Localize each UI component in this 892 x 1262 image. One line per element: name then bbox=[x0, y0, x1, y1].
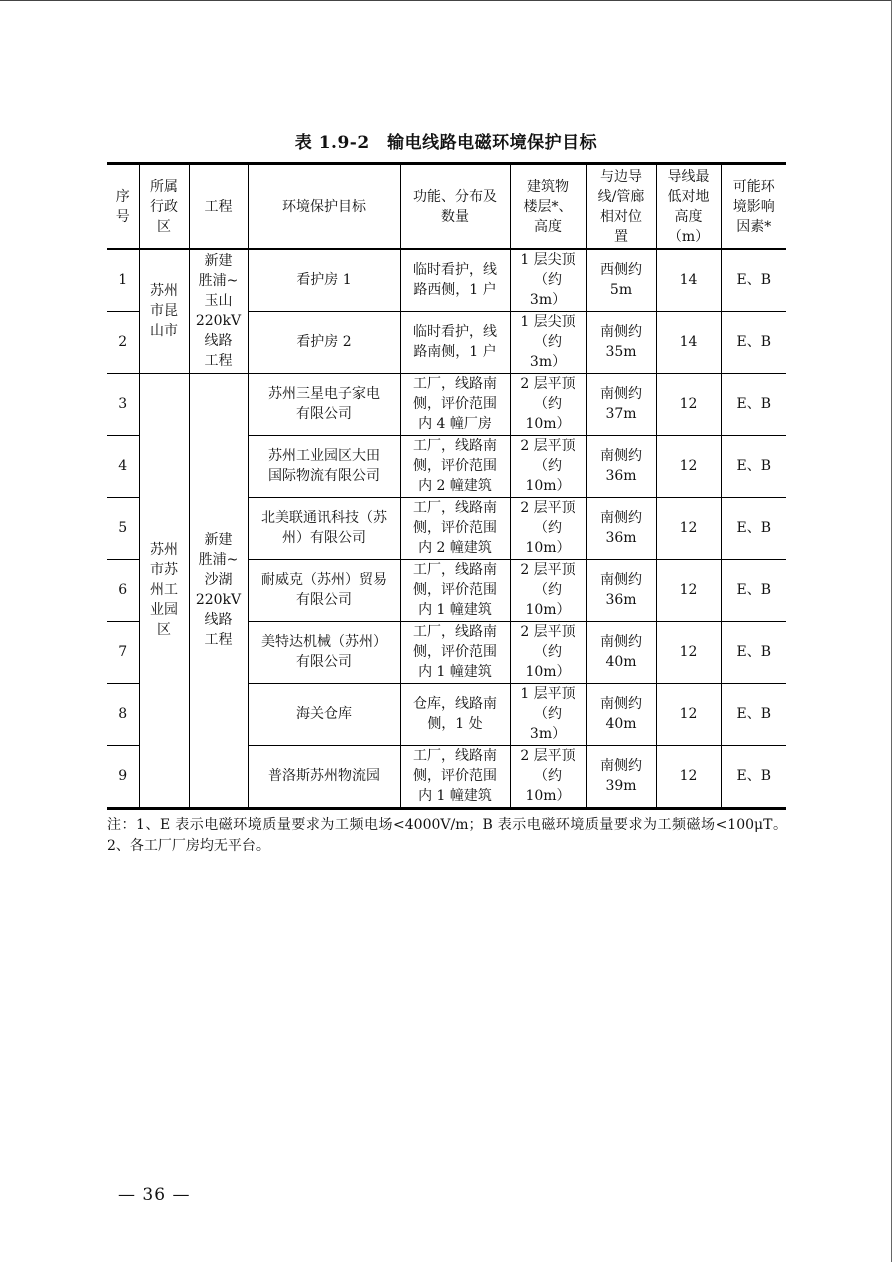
header-height: 导线最 低对地 高度 （m） bbox=[656, 164, 721, 250]
height-cell: 12 bbox=[656, 683, 721, 745]
height-cell: 12 bbox=[656, 621, 721, 683]
height-cell: 12 bbox=[656, 559, 721, 621]
header-project: 工程 bbox=[189, 164, 248, 250]
function-cell: 工厂，线路南 侧，评价范围 内 1 幢建筑 bbox=[400, 621, 510, 683]
page-top-border bbox=[0, 0, 892, 1]
building-cell: 2 层平顶 （约 10m） bbox=[510, 497, 586, 559]
height-cell: 14 bbox=[656, 311, 721, 373]
building-cell: 1 层平顶 （约 3m） bbox=[510, 683, 586, 745]
target-cell: 看护房 2 bbox=[248, 311, 400, 373]
header-factor: 可能环 境影响 因素* bbox=[721, 164, 786, 250]
target-cell: 看护房 1 bbox=[248, 249, 400, 311]
district-cell: 苏州 市昆 山市 bbox=[139, 249, 189, 373]
position-cell: 南侧约 40m bbox=[586, 683, 656, 745]
target-cell: 美特达机械（苏州） 有限公司 bbox=[248, 621, 400, 683]
factor-cell: E、B bbox=[721, 745, 786, 808]
function-cell: 工厂，线路南 侧，评价范围 内 2 幢建筑 bbox=[400, 435, 510, 497]
factor-cell: E、B bbox=[721, 435, 786, 497]
header-position: 与边导 线/管廊 相对位 置 bbox=[586, 164, 656, 250]
building-cell: 2 层平顶 （约 10m） bbox=[510, 745, 586, 808]
header-district: 所属 行政 区 bbox=[139, 164, 189, 250]
project-cell: 新建 胜浦~ 玉山 220kV 线路 工程 bbox=[189, 249, 248, 373]
table-row bbox=[107, 373, 786, 435]
building-cell: 2 层平顶 （约 10m） bbox=[510, 435, 586, 497]
target-cell: 苏州工业园区大田 国际物流有限公司 bbox=[248, 435, 400, 497]
position-cell: 南侧约 36m bbox=[586, 559, 656, 621]
row-no: 3 bbox=[107, 373, 139, 435]
row-no: 4 bbox=[107, 435, 139, 497]
project-cell: 新建 胜浦~ 沙湖 220kV 线路 工程 bbox=[189, 373, 248, 808]
district-cell: 苏州 市苏 州工 业园 区 bbox=[139, 373, 189, 808]
position-cell: 南侧约 39m bbox=[586, 745, 656, 808]
position-cell: 南侧约 35m bbox=[586, 311, 656, 373]
height-cell: 14 bbox=[656, 249, 721, 311]
table-row bbox=[107, 249, 786, 311]
target-cell: 普洛斯苏州物流园 bbox=[248, 745, 400, 808]
row-no: 8 bbox=[107, 683, 139, 745]
function-cell: 工厂，线路南 侧，评价范围 内 4 幢厂房 bbox=[400, 373, 510, 435]
position-cell: 南侧约 36m bbox=[586, 497, 656, 559]
building-cell: 2 层平顶 （约 10m） bbox=[510, 621, 586, 683]
table-note: 注：1、E 表示电磁环境质量要求为工频电场<4000V/m；B 表示电磁环境质量要求为工频磁场<100μT。2、各工厂厂房均无平台。 bbox=[107, 817, 787, 854]
function-cell: 临时看护，线 路南侧，1 户 bbox=[400, 311, 510, 373]
height-cell: 12 bbox=[656, 373, 721, 435]
factor-cell: E、B bbox=[721, 311, 786, 373]
header-target: 环境保护目标 bbox=[248, 164, 400, 250]
target-cell: 苏州三星电子家电 有限公司 bbox=[248, 373, 400, 435]
header-building: 建筑物 楼层*、 高度 bbox=[510, 164, 586, 250]
position-cell: 南侧约 40m bbox=[586, 621, 656, 683]
table-header-row bbox=[107, 164, 786, 250]
height-cell: 12 bbox=[656, 497, 721, 559]
function-cell: 临时看护，线 路西侧，1 户 bbox=[400, 249, 510, 311]
row-no: 1 bbox=[107, 249, 139, 311]
header-function: 功能、分布及 数量 bbox=[400, 164, 510, 250]
building-cell: 2 层平顶 （约 10m） bbox=[510, 559, 586, 621]
factor-cell: E、B bbox=[721, 683, 786, 745]
row-no: 7 bbox=[107, 621, 139, 683]
row-no: 6 bbox=[107, 559, 139, 621]
height-cell: 12 bbox=[656, 745, 721, 808]
height-cell: 12 bbox=[656, 435, 721, 497]
building-cell: 2 层平顶 （约 10m） bbox=[510, 373, 586, 435]
function-cell: 工厂，线路南 侧，评价范围 内 1 幢建筑 bbox=[400, 559, 510, 621]
target-cell: 耐威克（苏州）贸易 有限公司 bbox=[248, 559, 400, 621]
function-cell: 工厂，线路南 侧，评价范围 内 1 幢建筑 bbox=[400, 745, 510, 808]
function-cell: 仓库，线路南 侧，1 处 bbox=[400, 683, 510, 745]
factor-cell: E、B bbox=[721, 497, 786, 559]
position-cell: 南侧约 36m bbox=[586, 435, 656, 497]
protection-targets-table bbox=[107, 162, 786, 810]
factor-cell: E、B bbox=[721, 559, 786, 621]
row-no: 9 bbox=[107, 745, 139, 808]
factor-cell: E、B bbox=[721, 621, 786, 683]
page-number: — 36 — bbox=[118, 1185, 191, 1205]
building-cell: 1 层尖顶 （约 3m） bbox=[510, 311, 586, 373]
target-cell: 北美联通讯科技（苏 州）有限公司 bbox=[248, 497, 400, 559]
header-no: 序 号 bbox=[107, 164, 139, 250]
function-cell: 工厂，线路南 侧，评价范围 内 2 幢建筑 bbox=[400, 497, 510, 559]
position-cell: 西侧约 5m bbox=[586, 249, 656, 311]
target-cell: 海关仓库 bbox=[248, 683, 400, 745]
building-cell: 1 层尖顶 （约 3m） bbox=[510, 249, 586, 311]
row-no: 5 bbox=[107, 497, 139, 559]
position-cell: 南侧约 37m bbox=[586, 373, 656, 435]
factor-cell: E、B bbox=[721, 249, 786, 311]
factor-cell: E、B bbox=[721, 373, 786, 435]
row-no: 2 bbox=[107, 311, 139, 373]
table-caption: 表 1.9-2 输电线路电磁环境保护目标 bbox=[294, 133, 598, 153]
